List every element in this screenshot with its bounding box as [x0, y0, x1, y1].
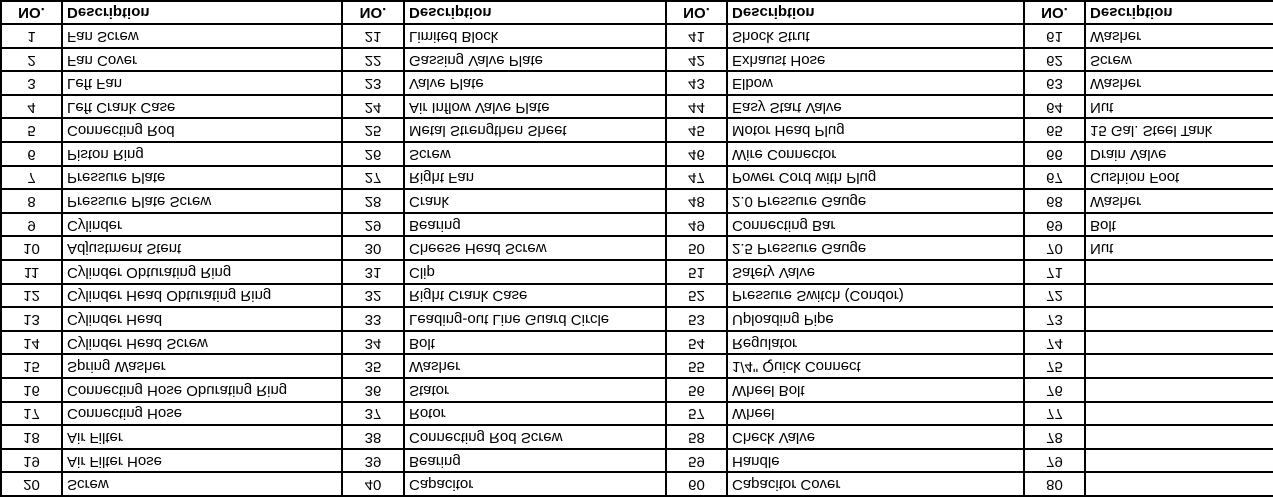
table-row	[1, 378, 1273, 402]
part-description-cell: Wheel	[727, 402, 1024, 426]
table-row	[1, 425, 1273, 449]
part-number-cell: 7	[1, 166, 62, 190]
part-description-cell: Bearing	[404, 213, 666, 237]
part-number-cell: 60	[666, 472, 727, 496]
header-no-col2: NO.	[342, 1, 404, 25]
table-row	[1, 189, 1273, 213]
part-description-cell: Cylinder Obturating Ring	[62, 260, 342, 284]
part-description-cell: Regulator	[727, 331, 1024, 355]
part-number-cell: 77	[1024, 402, 1085, 426]
part-description-cell: Washer	[404, 354, 666, 378]
table-row	[1, 354, 1273, 378]
part-number-cell: 27	[342, 166, 404, 190]
part-description-cell	[1085, 354, 1273, 378]
part-description-cell: Connecting Rod Screw	[404, 425, 666, 449]
part-description-cell: Cylinder	[62, 213, 342, 237]
table-row	[1, 119, 1273, 143]
part-description-cell: 15 Gal. Steel Tank	[1085, 119, 1273, 143]
part-number-cell: 25	[342, 119, 404, 143]
part-description-cell: Gassing Valve Plate	[404, 48, 666, 72]
part-number-cell: 10	[1, 236, 62, 260]
part-number-cell: 24	[342, 95, 404, 119]
part-number-cell: 19	[1, 449, 62, 473]
part-description-cell: Crank	[404, 189, 666, 213]
part-description-cell: Bolt	[404, 331, 666, 355]
part-number-cell: 12	[1, 284, 62, 308]
part-description-cell: Power Cord with Plug	[727, 166, 1024, 190]
part-number-cell: 39	[342, 449, 404, 473]
part-description-cell: Stator	[404, 378, 666, 402]
part-description-cell	[1085, 260, 1273, 284]
table-row	[1, 331, 1273, 355]
table-row	[1, 307, 1273, 331]
part-description-cell: 2.0 Pressure Gauge	[727, 189, 1024, 213]
part-number-cell: 9	[1, 213, 62, 237]
part-description-cell: Left Fan	[62, 71, 342, 95]
part-description-cell: Metal Strengthen Sheet	[404, 119, 666, 143]
part-description-cell: Clip	[404, 260, 666, 284]
part-description-cell: Connecting Hose Oburating Ring	[62, 378, 342, 402]
table-row	[1, 402, 1273, 426]
part-description-cell: Left Crank Case	[62, 95, 342, 119]
part-description-cell: Safety Valve	[727, 260, 1024, 284]
part-number-cell: 2	[1, 48, 62, 72]
part-number-cell: 70	[1024, 236, 1085, 260]
part-number-cell: 31	[342, 260, 404, 284]
part-number-cell: 28	[342, 189, 404, 213]
part-description-cell: Drain Valve	[1085, 142, 1273, 166]
part-number-cell: 8	[1, 189, 62, 213]
part-description-cell: Cylinder Head Screw	[62, 331, 342, 355]
part-description-cell	[1085, 425, 1273, 449]
part-number-cell: 69	[1024, 213, 1085, 237]
table-row	[1, 284, 1273, 308]
part-number-cell: 44	[666, 95, 727, 119]
part-number-cell: 43	[666, 71, 727, 95]
part-description-cell: Nut	[1085, 95, 1273, 119]
table-row	[1, 95, 1273, 119]
part-description-cell: 1/4" Quick Connect	[727, 354, 1024, 378]
part-description-cell	[1085, 472, 1273, 496]
part-description-cell	[1085, 378, 1273, 402]
part-number-cell: 75	[1024, 354, 1085, 378]
part-number-cell: 33	[342, 307, 404, 331]
part-description-cell: Screw	[62, 472, 342, 496]
part-description-cell: Wire Connector	[727, 142, 1024, 166]
part-number-cell: 26	[342, 142, 404, 166]
part-number-cell: 23	[342, 71, 404, 95]
part-number-cell: 13	[1, 307, 62, 331]
part-description-cell: Uploading Pipe	[727, 307, 1024, 331]
part-number-cell: 21	[342, 24, 404, 48]
part-number-cell: 78	[1024, 425, 1085, 449]
part-description-cell: Air Filter Hose	[62, 449, 342, 473]
part-number-cell: 80	[1024, 472, 1085, 496]
part-description-cell	[1085, 331, 1273, 355]
part-description-cell: Washer	[1085, 24, 1273, 48]
part-number-cell: 15	[1, 354, 62, 378]
part-description-cell: Screw	[1085, 48, 1273, 72]
part-number-cell: 46	[666, 142, 727, 166]
part-number-cell: 30	[342, 236, 404, 260]
table-row	[1, 48, 1273, 72]
part-number-cell: 72	[1024, 284, 1085, 308]
part-number-cell: 67	[1024, 166, 1085, 190]
part-number-cell: 52	[666, 284, 727, 308]
part-description-cell	[1085, 402, 1273, 426]
table-row	[1, 236, 1273, 260]
part-number-cell: 48	[666, 189, 727, 213]
part-number-cell: 57	[666, 402, 727, 426]
part-number-cell: 37	[342, 402, 404, 426]
part-description-cell: Shock Strut	[727, 24, 1024, 48]
part-description-cell: Elbow	[727, 71, 1024, 95]
part-description-cell: Cheese Head Screw	[404, 236, 666, 260]
part-description-cell: Fan Cover	[62, 48, 342, 72]
part-number-cell: 14	[1, 331, 62, 355]
part-description-cell: Washer	[1085, 189, 1273, 213]
part-number-cell: 11	[1, 260, 62, 284]
part-description-cell: Adjustment Stent	[62, 236, 342, 260]
header-description-col2: Description	[404, 1, 666, 25]
part-number-cell: 71	[1024, 260, 1085, 284]
part-number-cell: 54	[666, 331, 727, 355]
header-description-col3: Description	[727, 1, 1024, 25]
part-description-cell: Pressure Plate Screw	[62, 189, 342, 213]
table-row	[1, 166, 1273, 190]
part-number-cell: 68	[1024, 189, 1085, 213]
part-description-cell: Cylinder Head Obturating Ring	[62, 284, 342, 308]
part-number-cell: 61	[1024, 24, 1085, 48]
part-number-cell: 5	[1, 119, 62, 143]
part-number-cell: 17	[1, 402, 62, 426]
part-number-cell: 76	[1024, 378, 1085, 402]
part-number-cell: 53	[666, 307, 727, 331]
part-description-cell: Check Valve	[727, 425, 1024, 449]
part-number-cell: 40	[342, 472, 404, 496]
parts-table-body	[1, 1, 1273, 496]
table-row	[1, 213, 1273, 237]
part-number-cell: 20	[1, 472, 62, 496]
part-description-cell: Fan Screw	[62, 24, 342, 48]
part-description-cell: Capacitor Cover	[727, 472, 1024, 496]
part-description-cell: Bearing	[404, 449, 666, 473]
part-description-cell: Right Crank Case	[404, 284, 666, 308]
part-number-cell: 59	[666, 449, 727, 473]
part-number-cell: 66	[1024, 142, 1085, 166]
part-number-cell: 55	[666, 354, 727, 378]
part-number-cell: 51	[666, 260, 727, 284]
part-description-cell	[1085, 307, 1273, 331]
table-row	[1, 260, 1273, 284]
header-description-col1: Description	[62, 1, 342, 25]
part-description-cell: Leading-out Line Guard Circle	[404, 307, 666, 331]
table-row	[1, 472, 1273, 496]
part-number-cell: 49	[666, 213, 727, 237]
part-number-cell: 73	[1024, 307, 1085, 331]
part-number-cell: 64	[1024, 95, 1085, 119]
part-description-cell: 2.5 Pressure Gauge	[727, 236, 1024, 260]
part-description-cell: Air Inflow Valve Plate	[404, 95, 666, 119]
part-number-cell: 62	[1024, 48, 1085, 72]
table-row	[1, 71, 1273, 95]
part-description-cell: Limited Block	[404, 24, 666, 48]
part-description-cell: Air Filter	[62, 425, 342, 449]
part-description-cell: Bolt	[1085, 213, 1273, 237]
part-description-cell: Pressure Plate	[62, 166, 342, 190]
part-description-cell: Valve Plate	[404, 71, 666, 95]
part-description-cell: Motor Head Plug	[727, 119, 1024, 143]
table-row	[1, 142, 1273, 166]
part-number-cell: 50	[666, 236, 727, 260]
part-description-cell: Capacitor	[404, 472, 666, 496]
header-no-col3: NO.	[666, 1, 727, 25]
part-number-cell: 29	[342, 213, 404, 237]
part-description-cell: Nut	[1085, 236, 1273, 260]
header-no-col1: NO.	[1, 1, 62, 25]
part-number-cell: 56	[666, 378, 727, 402]
part-number-cell: 79	[1024, 449, 1085, 473]
part-number-cell: 16	[1, 378, 62, 402]
part-number-cell: 34	[342, 331, 404, 355]
table-header-row	[1, 1, 1273, 25]
part-number-cell: 1	[1, 24, 62, 48]
part-description-cell: Spring Washer	[62, 354, 342, 378]
header-description-col4: Description	[1085, 1, 1273, 25]
part-number-cell: 47	[666, 166, 727, 190]
header-no-col4: NO.	[1024, 1, 1085, 25]
part-number-cell: 18	[1, 425, 62, 449]
part-description-cell: Washer	[1085, 71, 1273, 95]
part-description-cell: Cushion Foot	[1085, 166, 1273, 190]
part-description-cell: Right Fan	[404, 166, 666, 190]
part-number-cell: 36	[342, 378, 404, 402]
part-number-cell: 35	[342, 354, 404, 378]
part-description-cell: Rotor	[404, 402, 666, 426]
part-description-cell: Connecting Rod	[62, 119, 342, 143]
part-description-cell	[1085, 449, 1273, 473]
part-description-cell: Wheel Bolt	[727, 378, 1024, 402]
table-row	[1, 24, 1273, 48]
part-description-cell: Exhaust Hose	[727, 48, 1024, 72]
part-number-cell: 6	[1, 142, 62, 166]
part-description-cell: Handle	[727, 449, 1024, 473]
part-description-cell: Cylinder Head	[62, 307, 342, 331]
part-number-cell: 38	[342, 425, 404, 449]
part-number-cell: 32	[342, 284, 404, 308]
part-number-cell: 22	[342, 48, 404, 72]
part-number-cell: 45	[666, 119, 727, 143]
part-description-cell: Pressure Switch (Condor)	[727, 284, 1024, 308]
part-number-cell: 74	[1024, 331, 1085, 355]
part-number-cell: 42	[666, 48, 727, 72]
part-description-cell: Connecting Bar	[727, 213, 1024, 237]
part-description-cell: Piston Ring	[62, 142, 342, 166]
part-number-cell: 65	[1024, 119, 1085, 143]
part-description-cell: Easy Start Valve	[727, 95, 1024, 119]
part-number-cell: 63	[1024, 71, 1085, 95]
table-row	[1, 449, 1273, 473]
part-number-cell: 58	[666, 425, 727, 449]
part-description-cell	[1085, 284, 1273, 308]
part-number-cell: 41	[666, 24, 727, 48]
part-description-cell: Screw	[404, 142, 666, 166]
part-description-cell: Connecting Hose	[62, 402, 342, 426]
part-number-cell: 4	[1, 95, 62, 119]
part-number-cell: 3	[1, 71, 62, 95]
